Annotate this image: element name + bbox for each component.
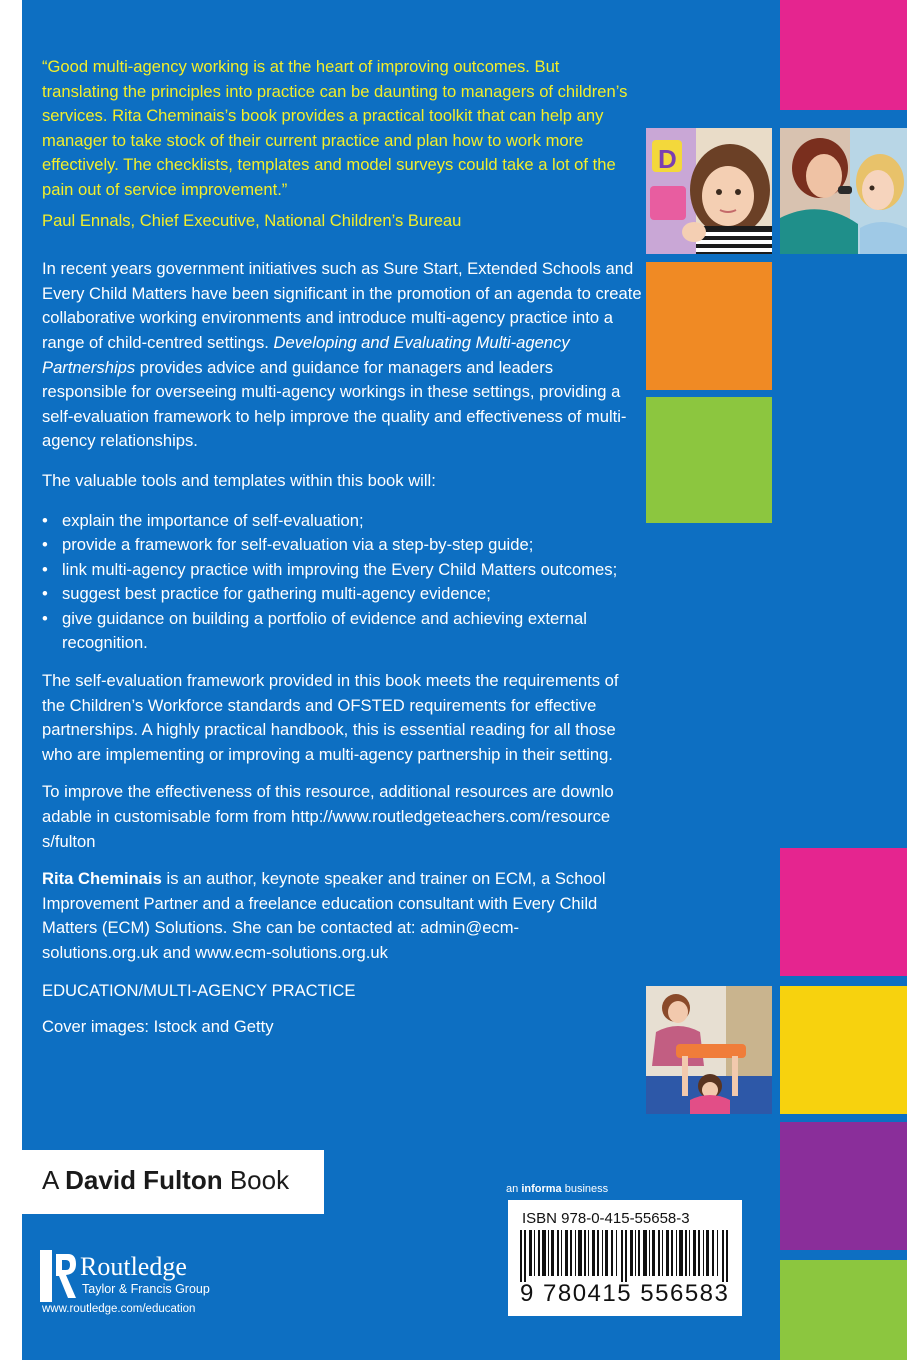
purple-tile bbox=[780, 1122, 907, 1250]
informa-business bbox=[506, 1183, 608, 1195]
author-name: Rita Cheminais bbox=[42, 869, 162, 889]
informa-suffix: business bbox=[564, 1183, 609, 1195]
magenta-tile-lower bbox=[780, 848, 907, 976]
imprint-logo bbox=[42, 1165, 289, 1196]
routledge-mark-icon bbox=[40, 1250, 76, 1302]
intro-paragraph bbox=[42, 257, 642, 454]
imprint-name: David Fulton bbox=[65, 1165, 223, 1195]
tools-list bbox=[42, 509, 642, 657]
quote-attribution: Paul Ennals, Chief Executive, National Children’s Bureau bbox=[42, 210, 462, 230]
framework-paragraph: The self-evaluation framework provided in this book meets the requirements of the Children’s Workforce standards and OFSTED requirements for effective partnerships. A highly practical handbook, this is essential reading for all those who are implementing or improving a multi-agency partnership in their setting. bbox=[42, 671, 619, 764]
list-item: • link multi-agency practice with improving the Every Child Matters outcomes; bbox=[42, 558, 642, 583]
publisher-url: www.routledge.com/education bbox=[42, 1303, 196, 1315]
informa-prefix: an bbox=[506, 1183, 519, 1195]
barcode-icon bbox=[520, 1230, 730, 1282]
list-item: • suggest best practice for gathering multi-agency evidence; bbox=[42, 582, 642, 607]
publisher-group: Taylor & Francis Group bbox=[82, 1282, 210, 1296]
tools-heading: The valuable tools and templates within this book will: bbox=[42, 470, 436, 490]
imprint-prefix: A bbox=[42, 1165, 58, 1195]
child-with-therapist-photo bbox=[646, 986, 772, 1114]
endorsement-quote: “Good multi-agency working is at the heart of improving outcomes. But translating the principles into practice can be daunting to managers of children’s services. Rita Cheminais’s book provides a practical toolkit that can help any manager to take stock of their current practice and plan how to work more effectively. The checklists, templates and model surveys could take a lot of the pain out of service improvement.” bbox=[42, 57, 628, 199]
book-title: Developing and Evaluating Multi-agency Partnerships bbox=[42, 332, 570, 377]
publisher-name: Routledge bbox=[80, 1252, 187, 1281]
intro-text-before-title: In recent years government initiatives such as Sure Start, Extended Schools and Every Child Matters have been significant in the promotion of an agenda to create collaborative working environments and introduce multi-agency practice into a range of child-centred settings. bbox=[42, 259, 642, 352]
nurse-examining-child-photo bbox=[780, 128, 907, 254]
imprint-suffix: Book bbox=[229, 1165, 290, 1195]
isbn-barcode bbox=[508, 1200, 742, 1316]
cover-images-credit: Cover images: Istock and Getty bbox=[42, 1017, 274, 1037]
isbn-label: ISBN 978-0-415-55658-3 bbox=[522, 1210, 690, 1227]
girl-with-foam-letters-photo bbox=[646, 128, 772, 254]
green-tile bbox=[646, 397, 772, 523]
barcode-number: 9 780415 556583 bbox=[520, 1280, 730, 1307]
orange-tile bbox=[646, 262, 772, 390]
subject-category: EDUCATION/MULTI-AGENCY PRACTICE bbox=[42, 980, 356, 1000]
imprint-box bbox=[22, 1150, 324, 1214]
magenta-tile-top bbox=[780, 0, 907, 110]
list-item: • provide a framework for self-evaluation via a step-by-step guide; bbox=[42, 533, 642, 558]
list-item: • give guidance on building a portfolio of evidence and achieving external recognition. bbox=[42, 607, 642, 656]
list-item: • explain the importance of self-evaluation; bbox=[42, 509, 642, 534]
author-bio-text: is an author, keynote speaker and trainer on ECM, a School Improvement Partner and a freelance education consultant with Every Child Matters (ECM) Solutions. She can be contacted at: admin@ecm-solutions.org.uk and www.ecm-solutions.org.uk bbox=[42, 869, 606, 962]
green-tile-bottom bbox=[780, 1260, 907, 1360]
yellow-tile bbox=[780, 986, 907, 1114]
resources-paragraph: To improve the effectiveness of this resource, additional resources are downloadable in customisable form from http://www.routledgeteachers.com/resources/fulton bbox=[42, 782, 614, 851]
svg-text:D: D bbox=[658, 144, 677, 174]
body-text bbox=[42, 55, 642, 1040]
informa-brand: informa bbox=[521, 1183, 562, 1195]
intro-text-after-title: provides advice and guidance for managers and leaders responsible for overseeing multi-agency workings in these settings, providing a self-evaluation framework to help improve the quality and effectiveness of multi-agency relationships. bbox=[42, 357, 627, 451]
author-bio bbox=[42, 867, 617, 965]
